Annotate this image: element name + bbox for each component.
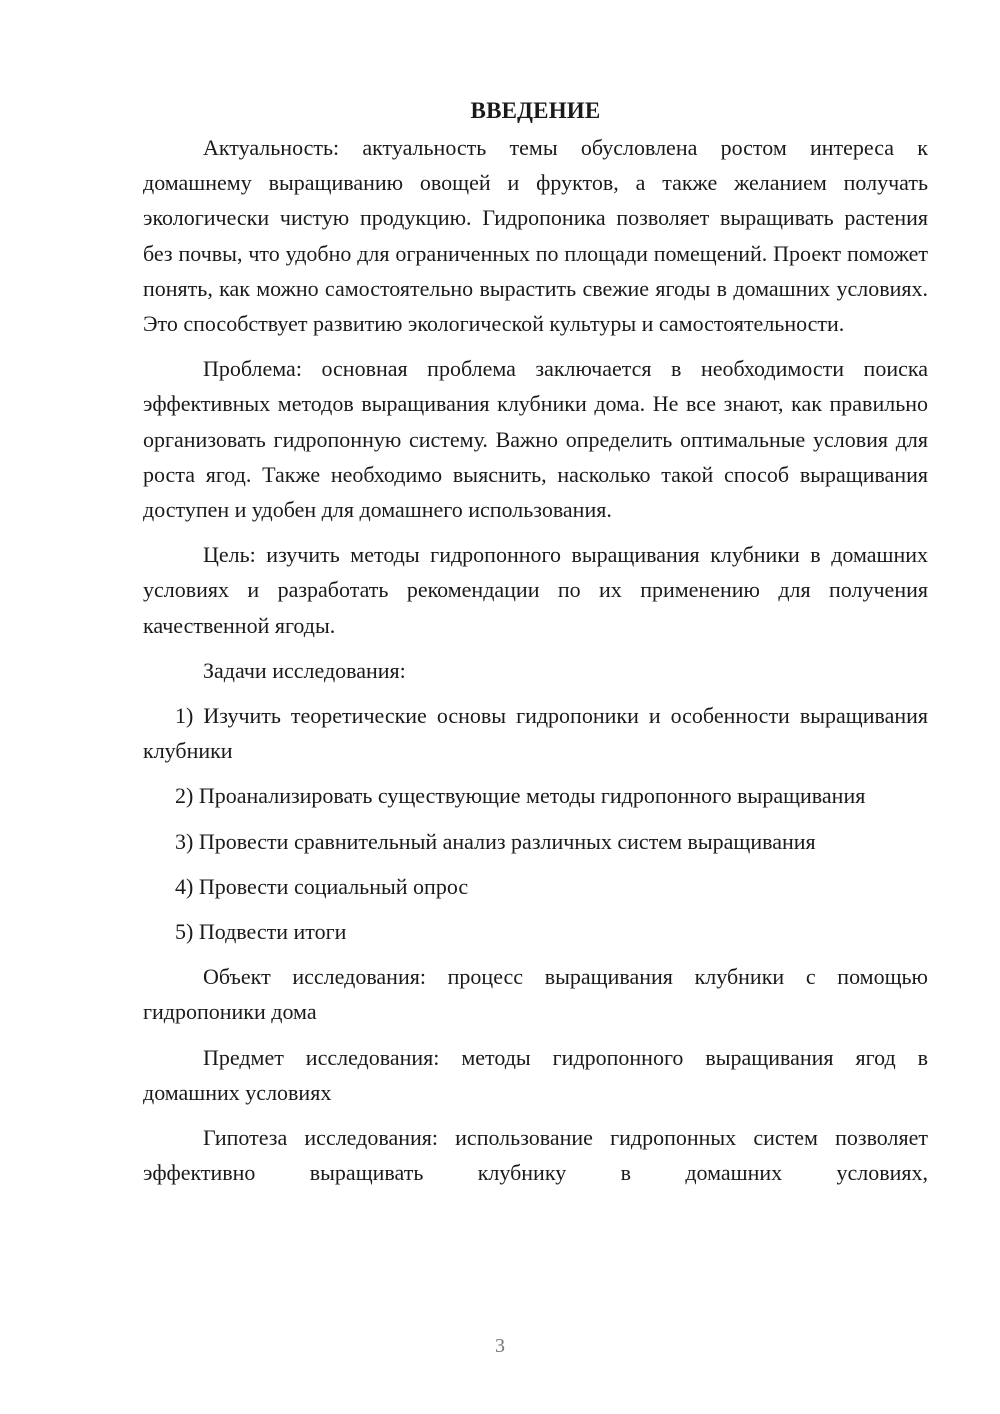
problem-paragraph: Проблема: основная проблема заключается в необходимости поиска эффективных методов выращивания клубники дома. Не все знают, как правильно организовать гидропонную систему. Важно определить оптимальные условия для роста ягод. Также необходимо выяснить, насколько такой способ выращивания доступен и удобен для домашнего использования. [143, 356, 928, 523]
task-item-3: 3) Провести сравнительный анализ различных систем выращивания [175, 828, 816, 854]
hypothesis-paragraph: Гипотеза исследования: использование гидропонных систем позволяет эффективно выращивать клубнику в домашних условиях, [143, 1125, 928, 1186]
task-item-2: 2) Проанализировать существующие методы гидропонного выращивания [175, 783, 866, 809]
task-item-4: 4) Провести социальный опрос [175, 873, 469, 899]
page-number: 3 [495, 1335, 505, 1357]
object-paragraph: Объект исследования: процесс выращивания клубники с помощью гидропоники дома [143, 964, 928, 1025]
task-item-1: 1) Изучить теоретические основы гидропоники и особенности выращивания клубники [143, 703, 928, 764]
section-title: ВВЕДЕНИЕ [470, 98, 601, 123]
relevance-paragraph: Актуальность: актуальность темы обусловлена ростом интереса к домашнему выращиванию овощей и фруктов, а также желанием получать экологически чистую продукцию. Гидропоника позволяет выращивать растения без почвы, что удобно для ограниченных по площади помещений. Проект поможет понять, как можно самостоятельно вырастить свежие ягоды в домашних условиях. Это способствует развитию экологической культуры и самостоятельности. [143, 135, 928, 337]
document-page [143, 96, 928, 1336]
goal-paragraph: Цель: изучить методы гидропонного выращивания клубники в домашних условиях и разработать рекомендации по их применению для получения качественной ягоды. [143, 542, 928, 638]
task-item-5: 5) Подвести итоги [175, 919, 347, 945]
subject-paragraph: Предмет исследования: методы гидропонного выращивания ягод в домашних условиях [143, 1044, 928, 1105]
tasks-heading: Задачи исследования: [203, 657, 406, 683]
